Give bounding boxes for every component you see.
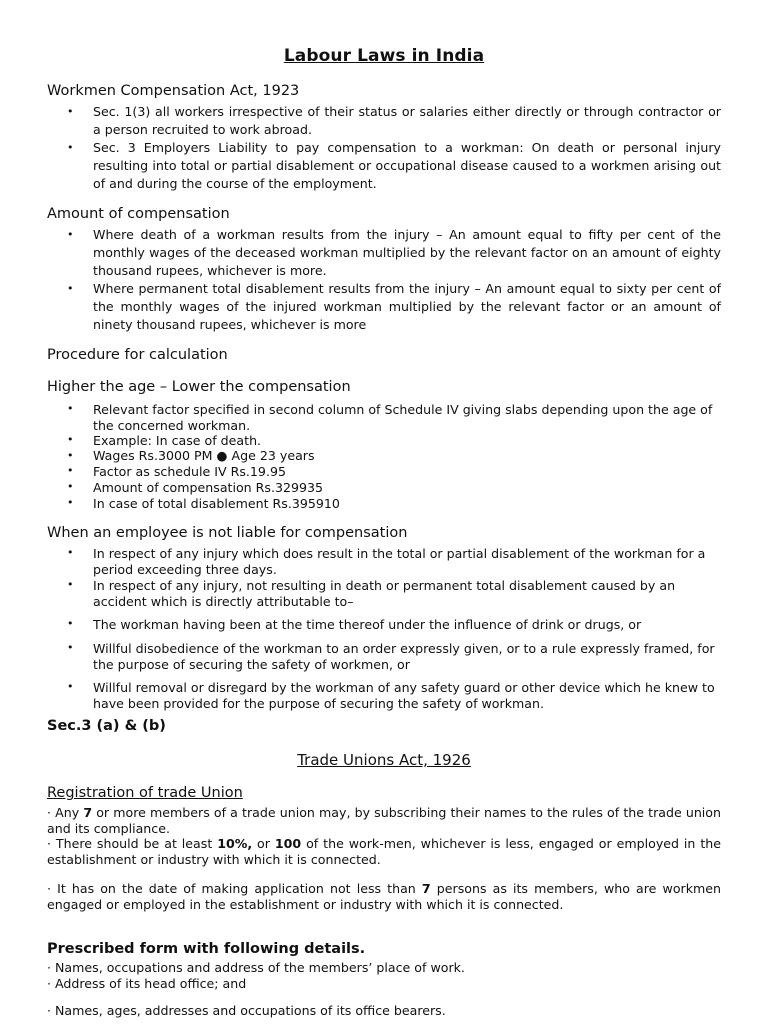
registration-paragraph-1: · Any 7 or more members of a trade union may, by subscribing their names to the rules of the trade union and its compliance. bbox=[47, 805, 721, 836]
section-heading-age: Higher the age – Lower the compensation bbox=[47, 379, 351, 395]
list-item: Factor as schedule IV Rs.19.95 bbox=[93, 464, 286, 479]
prescribed-form-heading: Prescribed form with following details. bbox=[47, 941, 366, 957]
sec3-heading: Sec.3 (a) & (b) bbox=[47, 718, 166, 734]
list-item: In respect of any injury, not resulting in death or permanent total disablement caused by an accident which is directly attributable to– bbox=[93, 578, 676, 609]
list-item: Amount of compensation Rs.329935 bbox=[93, 480, 324, 495]
bullet-icon: • bbox=[67, 680, 74, 693]
bullet-icon: • bbox=[67, 464, 74, 477]
list-item: Where death of a workman results from the injury – An amount equal to fifty per cent of the monthly wages of the deceased workman multiplied by the relevant factor on an amount of eighty thousand rupees, whichever is more. bbox=[93, 227, 721, 278]
section-heading-procedure: Procedure for calculation bbox=[47, 347, 228, 363]
list-item: Example: In case of death. bbox=[93, 433, 262, 448]
registration-paragraph-3: · It has on the date of making application not less than 7 persons as its members, who are workmen engaged or employed in the establishment or industry with which it is connected. bbox=[47, 881, 722, 912]
list-item: The workman having been at the time thereof under the influence of drink or drugs, or bbox=[93, 617, 642, 632]
bullet-icon: • bbox=[67, 449, 74, 462]
list-item: Sec. 3 Employers Liability to pay compensation to a workman: On death or personal injury resulting into total or partial disablement or occupational disease caused to a workmen arising out of and during the course of the employment. bbox=[93, 140, 721, 191]
list-item: In case of total disablement Rs.395910 bbox=[93, 496, 340, 511]
list-item: In respect of any injury which does result in the total or partial disablement of the workman for a period exceeding three days. bbox=[93, 546, 706, 577]
bullet-icon: • bbox=[67, 105, 74, 118]
bullet-icon: • bbox=[67, 546, 74, 559]
list-item: Willful disobedience of the workman to an order expressly given, or to a rule expressly framed, for the purpose of securing the safety of workmen, or bbox=[93, 641, 715, 672]
section-heading-amount: Amount of compensation bbox=[47, 206, 230, 222]
bullet-icon: • bbox=[67, 617, 74, 630]
registration-heading: Registration of trade Union bbox=[47, 785, 243, 801]
bullet-icon: • bbox=[67, 480, 74, 493]
list-item: Wages Rs.3000 PM ● Age 23 years bbox=[93, 448, 315, 463]
list-item: Willful removal or disregard by the workman of any safety guard or other device which he knew to have been provided for the purpose of securing the safety of workman. bbox=[93, 680, 715, 711]
bullet-icon: • bbox=[67, 578, 74, 591]
form-item: · Address of its head office; and bbox=[47, 976, 247, 991]
list-item: Sec. 1(3) all workers irrespective of their status or salaries either directly or through contractor or a person recruited to work abroad. bbox=[93, 104, 721, 137]
list-item: Relevant factor specified in second column of Schedule IV giving slabs depending upon the age of the concerned workman. bbox=[93, 402, 713, 433]
section-heading-not-liable: When an employee is not liable for compensation bbox=[47, 525, 408, 541]
section-heading-wca: Workmen Compensation Act, 1923 bbox=[47, 83, 300, 99]
page-title: Labour Laws in India bbox=[283, 46, 485, 66]
form-item: · Names, ages, addresses and occupations of its office bearers. bbox=[47, 1003, 446, 1018]
registration-paragraph-2: · There should be at least 10%, or 100 of the work-men, whichever is less, engaged or employed in the establishment or industry with which it is connected. bbox=[47, 836, 722, 867]
form-item: · Names, occupations and address of the members’ place of work. bbox=[47, 960, 465, 975]
bullet-icon: • bbox=[67, 496, 74, 509]
trade-unions-heading: Trade Unions Act, 1926 bbox=[297, 751, 471, 769]
bullet-icon: • bbox=[67, 641, 74, 654]
list-item: Where permanent total disablement results from the injury – An amount equal to sixty per cent of the monthly wages of the injured workman multiplied by the relevant factor or an amount of ninety thousand rupees, whichever is more bbox=[93, 281, 721, 332]
bullet-icon: • bbox=[67, 402, 74, 415]
bullet-icon: • bbox=[67, 282, 74, 295]
bullet-icon: • bbox=[67, 141, 74, 154]
bullet-icon: • bbox=[67, 433, 74, 446]
bullet-icon: • bbox=[67, 228, 74, 241]
